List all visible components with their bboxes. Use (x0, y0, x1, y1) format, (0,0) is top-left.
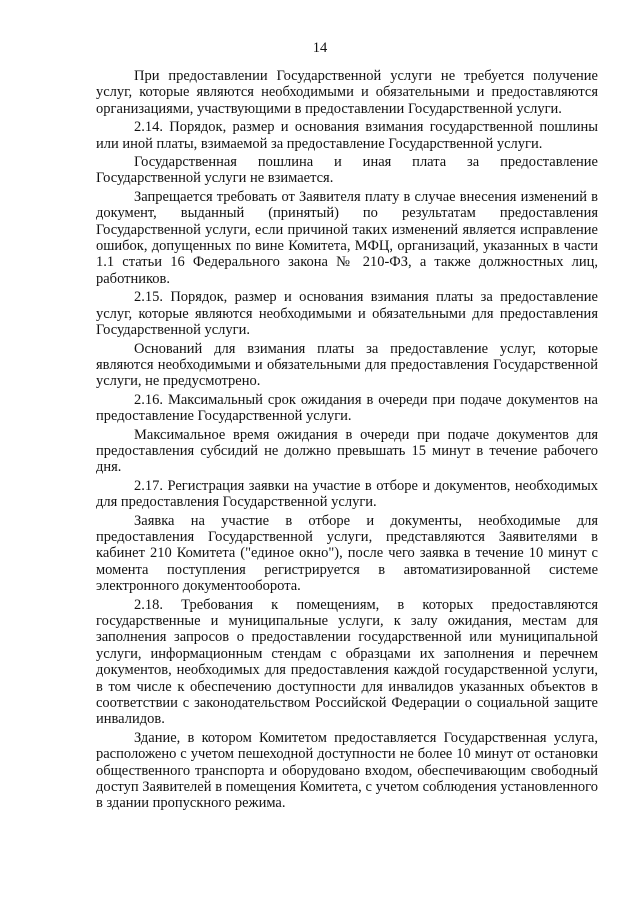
paragraph-no-extra-services: При предоставлении Государственной услуги не требуется получение услуг, которые являются необходимыми и обязательными и предоставляются организациями, участвующими в предоставлении Государственной услуги. (96, 68, 598, 117)
paragraph-fee-prohibited: Запрещается требовать от Заявителя плату в случае внесения изменений в документ, выданный (принятый) по результатам предоставления Государственной услуги, если причиной таких изменений является исправление ошибок, допущенных по вине Комитета, МФЦ, организаций, указанных в части 1.1 статьи 16 Федерального закона № 210-ФЗ, а также должностных лиц, работников. (96, 188, 598, 287)
page-number: 14 (312, 40, 328, 56)
section-2-18-heading: 2.18. Требования к помещениям, в которых предоставляются государственные и муниципальные услуги, к залу ожидания, местам для заполнения запросов о предоставлении государственной или муниципальной услуги, информационным стендам с образцами их заполнения и перечнем документов, необходимых для предоставления каждой государственной услуги, в том числе к обеспечению доступности для инвалидов указанных объектов в соответствии с законодательством Российской Федерации о социальной защите инвалидов. (96, 596, 598, 728)
paragraph-building-accessibility: Здание, в котором Комитетом предоставляется Государственная услуга, расположено с учетом пешеходной доступности не более 10 минут от остановки общественного транспорта и оборудовано входом, обеспечивающим свободный доступ Заявителей в помещения Комитета, с учетом соблюдения установленного в здании пропускного режима. (96, 729, 598, 812)
section-2-17-heading: 2.17. Регистрация заявки на участие в отборе и документов, необходимых для предоставления Государственной услуги. (96, 477, 598, 511)
paragraph-no-grounds-for-fee: Оснований для взимания платы за предоставление услуг, которые являются необходимыми и обязательными для предоставления Государственной услуги, не предусмотрено. (96, 340, 598, 390)
paragraph-max-waiting-time: Максимальное время ожидания в очереди при подаче документов для предоставления субсидий не должно превышать 15 минут в течение рабочего дня. (96, 426, 598, 476)
paragraph-application-registration: Заявка на участие в отборе и документы, необходимые для предоставления Государственной услуги, представляются Заявителями в кабинет 210 Комитета ("единое окно"), после чего заявка в течение 10 минут с момента поступления регистрируется в автоматизированной системе электронного документооборота. (96, 512, 598, 595)
document-body (96, 68, 598, 814)
section-2-15-heading: 2.15. Порядок, размер и основания взимания платы за предоставление услуг, которые являются необходимыми и обязательными для предоставления Государственной услуги. (96, 289, 598, 339)
paragraph-fee-not-charged: Государственная пошлина и иная плата за предоставление Государственной услуги не взимается. (96, 154, 598, 187)
section-2-16-heading: 2.16. Максимальный срок ожидания в очереди при подаче документов на предоставление Государственной услуги. (96, 391, 598, 425)
section-2-14-heading: 2.14. Порядок, размер и основания взимания государственной пошлины или иной платы, взимаемой за предоставление Государственной услуги. (96, 119, 598, 152)
